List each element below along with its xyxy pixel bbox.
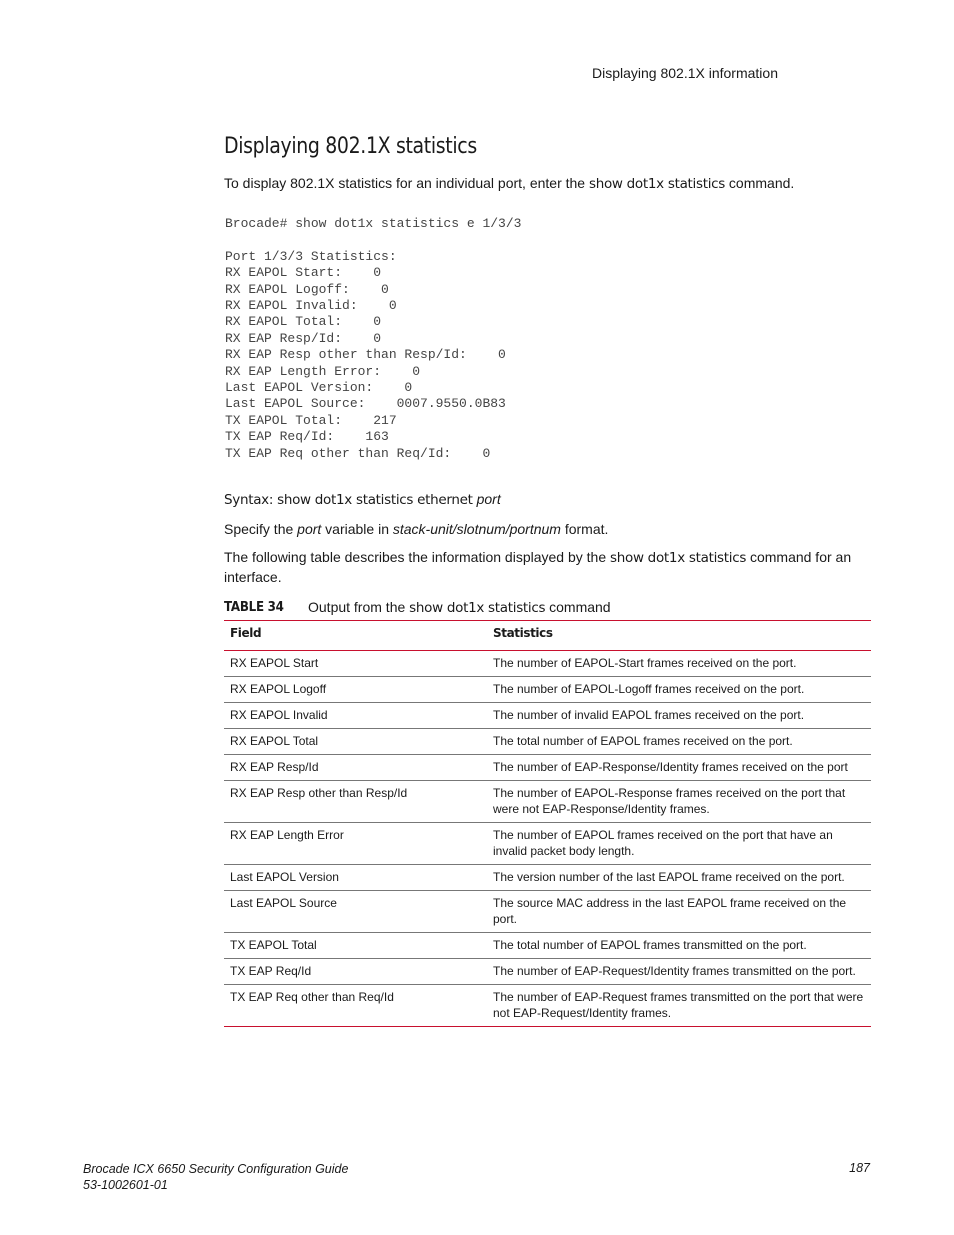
desc-text: The following table describes the information displayed by the bbox=[224, 549, 610, 566]
syntax-line bbox=[224, 490, 871, 510]
field-cell: TX EAP Req other than Req/Id bbox=[230, 990, 394, 1005]
statistics-cell: The number of EAPOL frames received on the port that have an invalid packet body length. bbox=[487, 823, 871, 865]
statistics-cell: The version number of the last EAPOL frame received on the port. bbox=[487, 865, 871, 891]
table-row bbox=[224, 933, 871, 959]
statistics-cell: The source MAC address in the last EAPOL frame received on the port. bbox=[487, 891, 871, 933]
page-number: 187 bbox=[849, 1161, 870, 1175]
field-cell: RX EAPOL Total bbox=[224, 729, 487, 755]
field-cell: RX EAP Length Error bbox=[224, 823, 487, 865]
statistics-cell: The number of invalid EAPOL frames received on the port. bbox=[487, 703, 871, 729]
running-header: Displaying 802.1X information bbox=[592, 65, 778, 81]
table-row bbox=[224, 891, 871, 933]
field-cell: RX EAP Resp other than Resp/Id bbox=[224, 781, 487, 823]
footer-doc-number: 53-1002601-01 bbox=[83, 1178, 168, 1192]
table-row bbox=[224, 959, 871, 985]
intro-command: show dot1x statistics bbox=[588, 176, 726, 192]
cli-output-block: Brocade# show dot1x statistics e 1/3/3 Port 1/3/3 Statistics: RX EAPOL Start: 0 RX EAPOL Logoff: 0 RX EAPOL Invalid: 0 RX EAPOL Total: 0 RX EAP Resp/Id: 0 RX EAP Resp other than Resp/Id: 0 RX EAP Length Error: 0 Last EAPOL Version: 0 Last EAPOL Source: 0007.9550.0B83 TX EAPOL Total: 217 TX EAP Req/Id: 163 TX EAP Req other than Req/Id: 0 bbox=[225, 216, 522, 461]
desc-command: show dot1x statistics bbox=[610, 550, 747, 567]
table-row bbox=[224, 781, 871, 823]
table-number: TABLE 34 bbox=[224, 599, 284, 616]
statistics-cell: The total number of EAPOL frames transmitted on the port. bbox=[487, 933, 871, 959]
table-header-row bbox=[224, 621, 871, 651]
statistics-cell: The number of EAPOL-Logoff frames received on the port. bbox=[487, 677, 871, 703]
intro-text: To display 802.1X statistics for an individual port, enter the bbox=[224, 175, 589, 191]
column-header-statistics: Statistics bbox=[487, 621, 871, 651]
syntax-variable: port bbox=[476, 491, 501, 508]
field-cell: RX EAPOL Invalid bbox=[224, 703, 487, 729]
intro-text-end: command. bbox=[725, 175, 795, 191]
field-cell: RX EAP Resp/Id bbox=[224, 755, 487, 781]
table-caption bbox=[224, 599, 871, 616]
field-cell: TX EAPOL Total bbox=[224, 933, 487, 959]
statistics-cell: The number of EAP-Request/Identity frames transmitted on the port. bbox=[487, 959, 871, 985]
spec-text: Specify the bbox=[224, 521, 298, 538]
statistics-cell: The total number of EAPOL frames received on the port. bbox=[487, 729, 871, 755]
spec-variable: port bbox=[297, 521, 322, 538]
field-cell: Last EAPOL Source bbox=[224, 891, 487, 933]
table-row bbox=[224, 865, 871, 891]
column-header-field: Field bbox=[224, 621, 487, 651]
page-content bbox=[224, 132, 871, 1027]
table-caption-text bbox=[308, 599, 611, 616]
field-cell: Last EAPOL Version bbox=[224, 865, 487, 891]
field-cell: RX EAPOL Start bbox=[224, 651, 487, 677]
caption-command: show dot1x statistics bbox=[409, 600, 546, 617]
footer-guide-info bbox=[83, 1161, 348, 1193]
statistics-cell: The number of EAP-Response/Identity frames received on the port bbox=[487, 755, 871, 781]
desc-text-end: command for an interface. bbox=[224, 549, 852, 586]
section-title: Displaying 802.1X statistics bbox=[224, 134, 477, 159]
field-cell: TX EAP Req/Id bbox=[224, 959, 487, 985]
statistics-table bbox=[224, 620, 871, 1027]
table-row bbox=[224, 985, 871, 1027]
caption-text-end: command bbox=[545, 599, 611, 616]
port-format-paragraph bbox=[224, 520, 871, 539]
statistics-cell: The number of EAPOL-Response frames received on the port that were not EAP-Response/Identity frames. bbox=[487, 781, 871, 823]
statistics-cell: The number of EAPOL-Start frames received on the port. bbox=[487, 651, 871, 677]
table-row bbox=[224, 823, 871, 865]
statistics-cell: The number of EAP-Request frames transmitted on the port that were not EAP-Request/Identity frames. bbox=[493, 990, 864, 1021]
spec-format: stack-unit/slotnum/portnum bbox=[392, 521, 561, 538]
field-cell: RX EAPOL Logoff bbox=[224, 677, 487, 703]
table-row bbox=[224, 729, 871, 755]
table-row bbox=[224, 651, 871, 677]
spec-text-middle: variable in bbox=[321, 521, 393, 538]
footer-guide-title: Brocade ICX 6650 Security Configuration Guide bbox=[83, 1162, 349, 1176]
table-description-paragraph bbox=[224, 548, 871, 587]
spec-text-end: format. bbox=[560, 521, 609, 538]
table-body bbox=[224, 651, 871, 1027]
intro-paragraph bbox=[224, 174, 871, 194]
syntax-keywords: Syntax: show dot1x statistics ethernet bbox=[224, 492, 473, 509]
caption-text: Output from the bbox=[308, 599, 410, 616]
table-row bbox=[224, 703, 871, 729]
table-row bbox=[224, 755, 871, 781]
table-row bbox=[224, 677, 871, 703]
